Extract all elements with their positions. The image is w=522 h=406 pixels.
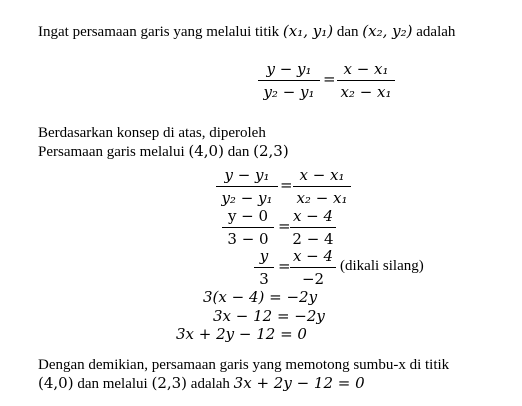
step6-equation: 3x + 2y − 12 = 0: [176, 325, 307, 343]
intro-adalah: adalah: [416, 24, 456, 40]
text-line-dan: dan: [227, 144, 250, 160]
formula-right-bar: [337, 80, 395, 81]
step2-left-fraction: [222, 207, 274, 248]
step1-equals: =: [280, 176, 293, 194]
step3-right-fraction: [290, 247, 336, 288]
conclusion-adalah: adalah: [190, 376, 230, 392]
step3-right-numerator: x − 4: [292, 247, 334, 265]
step2-left-numerator: y − 0: [227, 207, 269, 225]
step3-left-denominator: 3: [259, 270, 269, 288]
step1-left-denominator: y₂ − y₁: [221, 189, 273, 207]
conclusion-equation: 3x + 2y − 12 = 0: [233, 374, 365, 392]
intro-line: [38, 22, 455, 41]
step1-right-bar: [293, 186, 351, 187]
formula-equals: =: [323, 70, 336, 88]
step1-left-numerator: y − y₁: [224, 166, 270, 184]
text-line-prefix: Persamaan garis melalui: [38, 144, 185, 160]
formula-left-fraction: [258, 60, 320, 101]
conclusion-line-2: [38, 374, 365, 393]
formula-left-denominator: y₂ − y₁: [263, 83, 315, 101]
step1-left-fraction: [216, 166, 278, 207]
formula-right-numerator: x − x₁: [343, 60, 389, 78]
text-line-through: [38, 142, 289, 161]
intro-point-2: (x₂, y₂): [362, 22, 413, 40]
step4-equation: 3(x − 4) = −2y: [203, 288, 318, 306]
step3-left-fraction: [254, 247, 274, 288]
intro-point-1: (x₁, y₁): [282, 22, 334, 40]
conclusion-point-1: (4,0): [38, 374, 74, 392]
step2-right-numerator: x − 4: [292, 207, 334, 225]
step1-left-bar: [216, 186, 278, 187]
step3-left-bar: [254, 267, 274, 268]
text-line-point-1: (4,0): [188, 142, 224, 160]
intro-text: Ingat persamaan garis yang melalui titik: [38, 24, 280, 40]
conclusion-line-1: Dengan demikian, persamaan garis yang memotong sumbu-x di titik: [38, 357, 450, 373]
step2-right-denominator: 2 − 4: [292, 230, 334, 248]
step3-equals: =: [278, 257, 291, 275]
conclusion-point-2: (2,3): [151, 374, 188, 392]
formula-right-fraction: [337, 60, 395, 101]
step1-right-fraction: [293, 166, 351, 207]
step3-left-numerator: y: [259, 247, 269, 265]
step2-right-bar: [290, 227, 336, 228]
text-derived: Berdasarkan konsep di atas, diperoleh: [38, 125, 266, 141]
text-line-point-2: (2,3): [253, 142, 289, 160]
step2-left-bar: [222, 227, 274, 228]
step1-right-denominator: x₂ − x₁: [296, 189, 348, 207]
formula-left-numerator: y − y₁: [266, 60, 312, 78]
step3-note: (dikali silang): [340, 258, 424, 274]
conclusion-mid: dan melalui: [77, 376, 148, 392]
step2-equals: =: [278, 217, 291, 235]
step5-equation: 3x − 12 = −2y: [213, 307, 325, 325]
intro-dan: dan: [336, 24, 359, 40]
formula-right-denominator: x₂ − x₁: [340, 83, 392, 101]
formula-left-bar: [258, 80, 320, 81]
step2-right-fraction: [290, 207, 336, 248]
step3-right-bar: [290, 267, 336, 268]
step2-left-denominator: 3 − 0: [227, 230, 269, 248]
step1-right-numerator: x − x₁: [299, 166, 345, 184]
step3-right-denominator: −2: [301, 270, 325, 288]
